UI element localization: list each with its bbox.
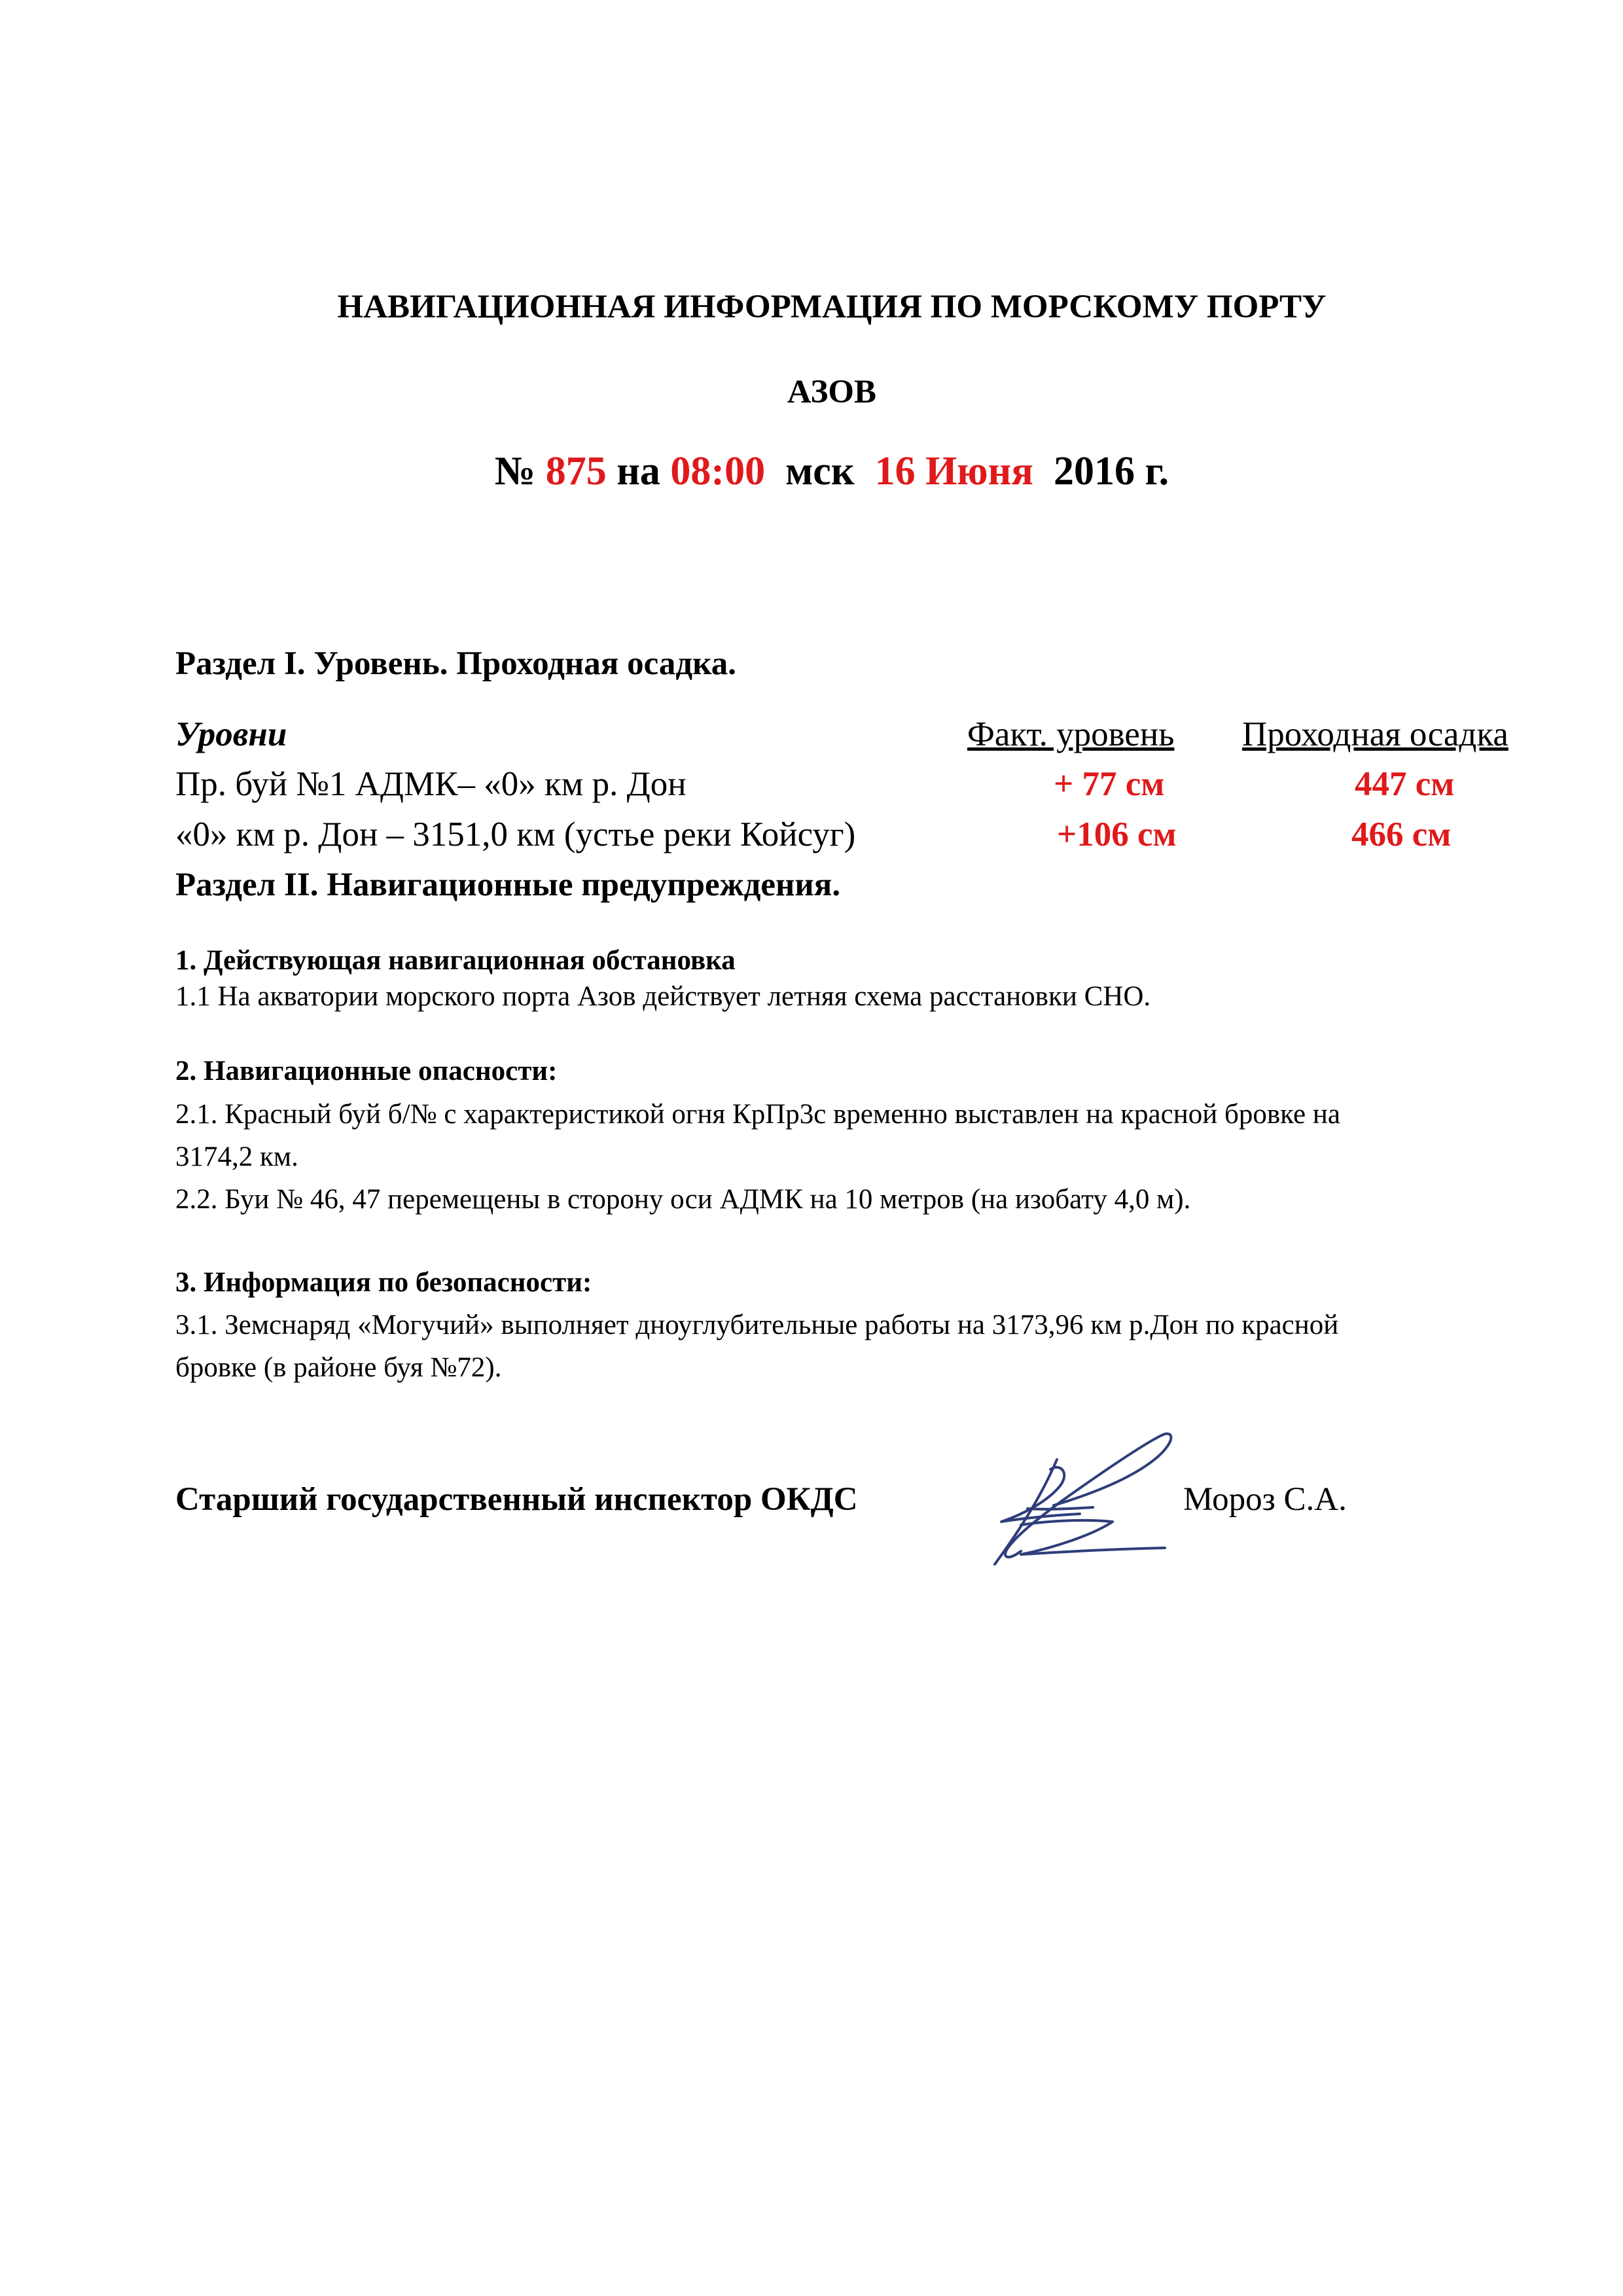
- col-draft-header: Проходная осадка: [1242, 715, 1508, 753]
- on-word: на: [606, 449, 671, 493]
- col-levels-header: Уровни: [175, 715, 287, 753]
- warning-line: бровке (в районе буя №72).: [175, 1352, 502, 1383]
- number-sign: №: [494, 449, 546, 493]
- warning-line: 1.1 На акватории морского порта Азов действует летняя схема расстановки СНО.: [175, 981, 1151, 1012]
- level-row-name: «0» км р. Дон – 3151,0 км (устье реки Койсуг): [175, 816, 856, 853]
- warning-group-heading: 2. Навигационные опасности:: [175, 1056, 558, 1086]
- bulletin-number: 875: [545, 449, 607, 493]
- level-row-actual: + 77 см: [1054, 765, 1165, 803]
- bulletin-year: 2016 г.: [1033, 449, 1169, 493]
- handwritten-signature: [982, 1424, 1191, 1574]
- bulletin-date: 16 Июня: [874, 449, 1033, 493]
- level-row-draft: 447 см: [1355, 765, 1455, 803]
- warning-group-heading: 1. Действующая навигационная обстановка: [175, 945, 736, 976]
- signatory-name: Мороз С.А.: [1183, 1481, 1347, 1518]
- bulletin-time: 08:00: [670, 449, 766, 493]
- section1-heading: Раздел I. Уровень. Проходная осадка.: [175, 645, 737, 682]
- warning-line: 2.2. Буи № 46, 47 перемещены в сторону оси АДМК на 10 метров (на изобату 4,0 м).: [175, 1184, 1191, 1215]
- col-actual-header: Факт. уровень: [967, 715, 1175, 753]
- signatory-position: Старший государственный инспектор ОКДС: [175, 1481, 858, 1518]
- timezone: мск: [765, 449, 875, 493]
- level-row-draft: 466 см: [1351, 816, 1452, 853]
- warning-group-heading: 3. Информация по безопасности:: [175, 1267, 592, 1298]
- warning-line: 2.1. Красный буй б/№ с характеристикой огня КрПр3с временно выставлен на красной бровке на: [175, 1099, 1340, 1130]
- section2-heading: Раздел II. Навигационные предупреждения.: [175, 867, 841, 903]
- level-row-actual: +106 см: [1057, 816, 1177, 853]
- bulletin-number-line: [0, 448, 1623, 495]
- port-name: АЗОВ: [787, 374, 877, 410]
- warning-line: 3.1. Земснаряд «Могучий» выполняет дноуглубительные работы на 3173,96 км р.Дон по красной: [175, 1310, 1339, 1340]
- document-title: НАВИГАЦИОННАЯ ИНФОРМАЦИЯ ПО МОРСКОМУ ПОРТУ: [337, 289, 1327, 325]
- level-row-name: Пр. буй №1 АДМК– «0» км р. Дон: [175, 765, 687, 803]
- warning-line: 3174,2 км.: [175, 1141, 298, 1172]
